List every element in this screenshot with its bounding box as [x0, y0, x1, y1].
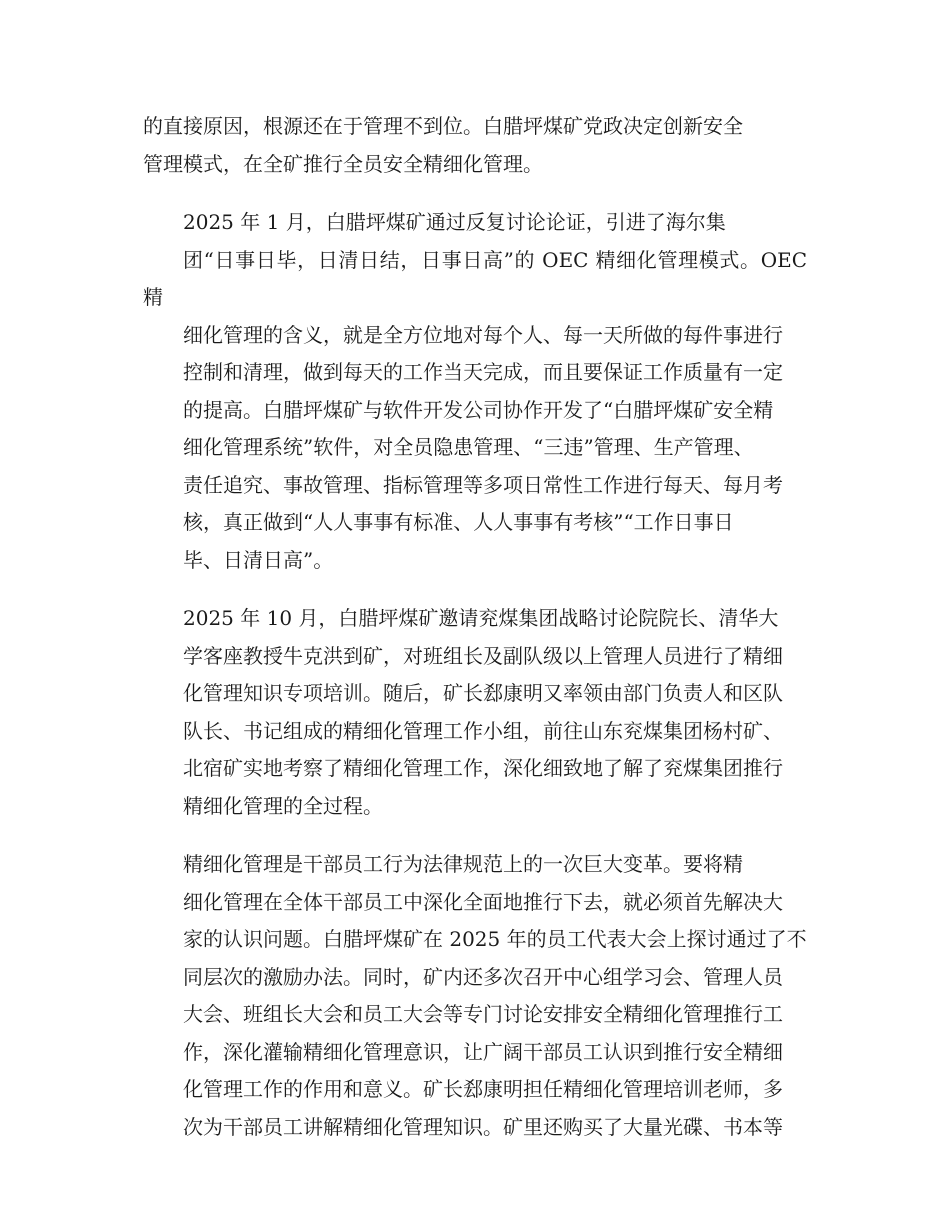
text-line: 同层次的激励办法。同时，矿内还多次召开中心组学习会、管理人员: [183, 964, 783, 989]
text-line: 学客座教授牛克洪到矿，对班组长及副队级以上管理人员进行了精细: [183, 643, 783, 668]
text-line: 化管理知识专项培训。随后，矿长郄康明又率领由部门负责人和区队: [183, 681, 783, 705]
text-line: 大会、班组长大会和员工大会等专门讨论安排安全精细化管理推行工: [183, 1002, 783, 1026]
text-line: 2025 年 1 月，白腊坪煤矿通过反复讨论论证，引进了海尔集: [183, 210, 726, 234]
text-line: 控制和清理，做到每天的工作当天完成，而且要保证工作质量有一定: [183, 360, 783, 384]
text-line: 队长、书记组成的精细化管理工作小组，前往山东兖煤集团杨村矿、: [183, 718, 783, 743]
text-line: 的提高。白腊坪煤矿与软件开发公司协作开发了“白腊坪煤矿安全精: [183, 397, 774, 422]
text-line: 作，深化灌输精细化管理意识，让广阔干部员工认识到推行安全精细: [183, 1039, 783, 1064]
text-line: 化管理工作的作用和意义。矿长郄康明担任精细化管理培训老师，多: [183, 1077, 783, 1101]
text-line: 责任追究、事故管理、指标管理等多项日常性工作进行每天、每月考: [183, 472, 783, 497]
document-body: [143, 108, 807, 1167]
text-line: 毕、日清日高”。: [183, 547, 334, 572]
paragraph-1: [143, 108, 807, 183]
text-line: 的直接原因，根源还在于管理不到位。白腊坪煤矿党政决定创新安全: [143, 114, 743, 138]
text-line: 细化管理系统”软件，对全员隐患管理、“三违”管理、生产管理、: [183, 435, 754, 459]
text-line: 家的认识问题。白腊坪煤矿在 2025 年的员工代表大会上探讨通过了不: [183, 927, 807, 951]
text-line: 精细化管理是干部员工行为法律规范上的一次巨大变革。要将精: [183, 852, 743, 876]
text-line: 团“日事日毕，日清日结，日事日高”的 OEC 精细化管理模式。OEC 精: [143, 247, 807, 309]
text-line: 2025 年 10 月，白腊坪煤矿邀请兖煤集团战略讨论院院长、清华大: [183, 606, 779, 630]
text-line: 细化管理在全体干部员工中深化全面地推行下去，就必须首先解决大: [183, 889, 783, 914]
paragraph-2: [143, 204, 807, 579]
text-line: 管理模式，在全矿推行全员安全精细化管理。: [143, 151, 543, 176]
text-line: 精细化管理的全过程。: [183, 793, 383, 818]
paragraph-3: [143, 600, 807, 825]
paragraph-4: [143, 846, 807, 1146]
text-line: 细化管理的含义，就是全方位地对每个人、每一天所做的每件事进行: [183, 322, 783, 347]
text-line: 北宿矿实地考察了精细化管理工作，深化细致地了解了兖煤集团推行: [183, 756, 783, 780]
text-line: 核，真正做到“人人事事有标准、人人事事有考核”“工作日事日: [183, 510, 734, 534]
text-line: 次为干部员工讲解精细化管理知识。矿里还购买了大量光碟、书本等: [183, 1114, 783, 1139]
